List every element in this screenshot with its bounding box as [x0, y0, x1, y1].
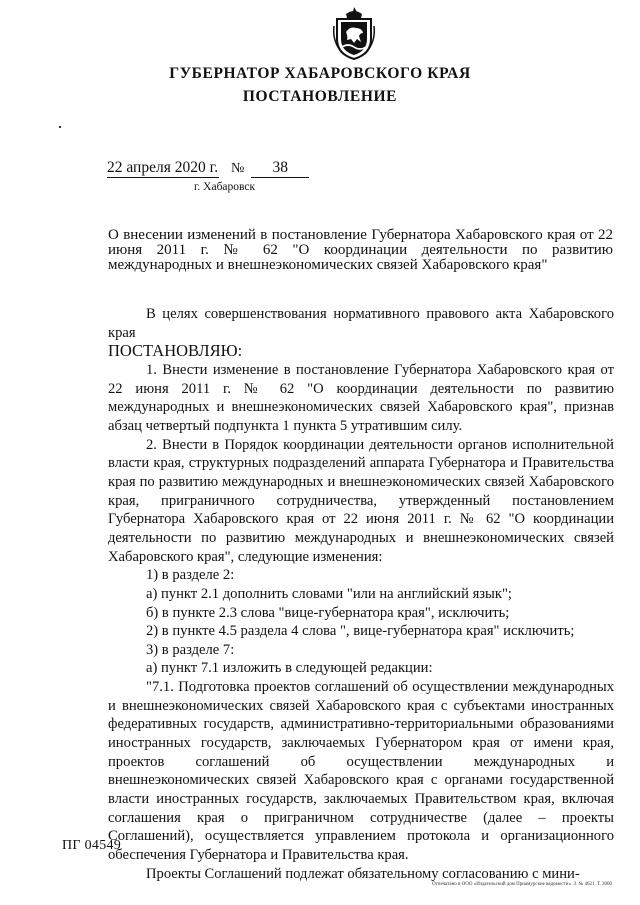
document-type: ПОСТАНОВЛЕНИЕ	[242, 88, 398, 105]
list-item: а) пункт 2.1 дополнить словами "или на английский язык";	[146, 585, 512, 602]
list-item: б) в пункте 2.3 слова "вице-губернатора края", исключить;	[146, 604, 510, 621]
printer-imprint: Отпечатано в ООО «Издательский дом Приамурские ведомости». З. № 4621. Т. 3000	[432, 882, 613, 887]
date-number-line	[107, 159, 309, 178]
form-code: ПГ 04549	[62, 838, 122, 853]
document-body	[108, 305, 614, 883]
issuer-title: ГУБЕРНАТОР ХАБАРОВСКОГО КРАЯ	[169, 65, 471, 82]
city-label: г. Хабаровск	[194, 181, 256, 193]
document-date: 22 апреля 2020 г.	[107, 159, 219, 176]
preamble: В целях совершенствования нормативного правового акта Хабаровского края	[108, 306, 614, 341]
list-item: а) пункт 7.1 изложить в следующей редакции:	[146, 660, 433, 677]
list-item: 3) в разделе 7:	[146, 641, 235, 658]
paragraph-1: 1. Внести изменение в постановление Губернатора Хабаровского края от 22 июня 2011 г. № 62 "О координации деятельности по развитию международных и внешнеэкономических связей Хабаровского края", признав абзац четвертый подпункта 1 пункта 5 утратившим силу.	[108, 361, 614, 434]
paragraph-2: 2. Внести в Порядок координации деятельности органов исполнительной власти края, структурных подразделений аппарата Губернатора и Правительства края по развитию международных и внешнеэкономических связей Хабаровского края, приграничного сотрудничества, утвержденный постановлением Губернатора Хабаровского края от 22 июня 2011 г. № 62 "О координации деятельности по развитию международных и внешнеэкономических связей Хабаровского края", следующие изменения:	[108, 436, 614, 565]
coat-of-arms-icon	[331, 6, 377, 60]
document-number: 38	[251, 159, 309, 178]
list-item: 2) в пункте 4.5 раздела 4 слова ", вице-губернатора края" исключить;	[146, 623, 575, 640]
list-item: 1) в разделе 2:	[146, 567, 235, 584]
document-subject: О внесении изменений в постановление Губернатора Хабаровского края от 22 июня 2011 г. № 62 "О координации деятельности по развитию международных и внешнеэкономических связей Хабаровского края"	[108, 227, 613, 273]
paragraph-continued: Проекты Соглашений подлежат обязательному согласованию с мини-	[146, 865, 580, 882]
number-sign: №	[230, 161, 245, 176]
stray-dot	[59, 126, 61, 128]
resolve-word: ПОСТАНОВЛЯЮ:	[108, 341, 243, 361]
paragraph-7-1: "7.1. Подготовка проектов соглашений об осуществлении международных и внешнеэкономических связей Хабаровского края с субъектами иностранных федеративных государств, административно-территориальными образованиями иностранных государств, заключаемых Губернатором края от имени края, проектов соглашений об осуществлении международных и внешнеэкономических связей Хабаровского края с органами государственной власти иностранных государств, заключаемых Правительством края, включая соглашения края о приграничном сотрудничестве (далее – проекты Соглашений), осуществляется управлением протокола и организационного обеспечения Губернатора и Правительства края.	[108, 679, 614, 864]
